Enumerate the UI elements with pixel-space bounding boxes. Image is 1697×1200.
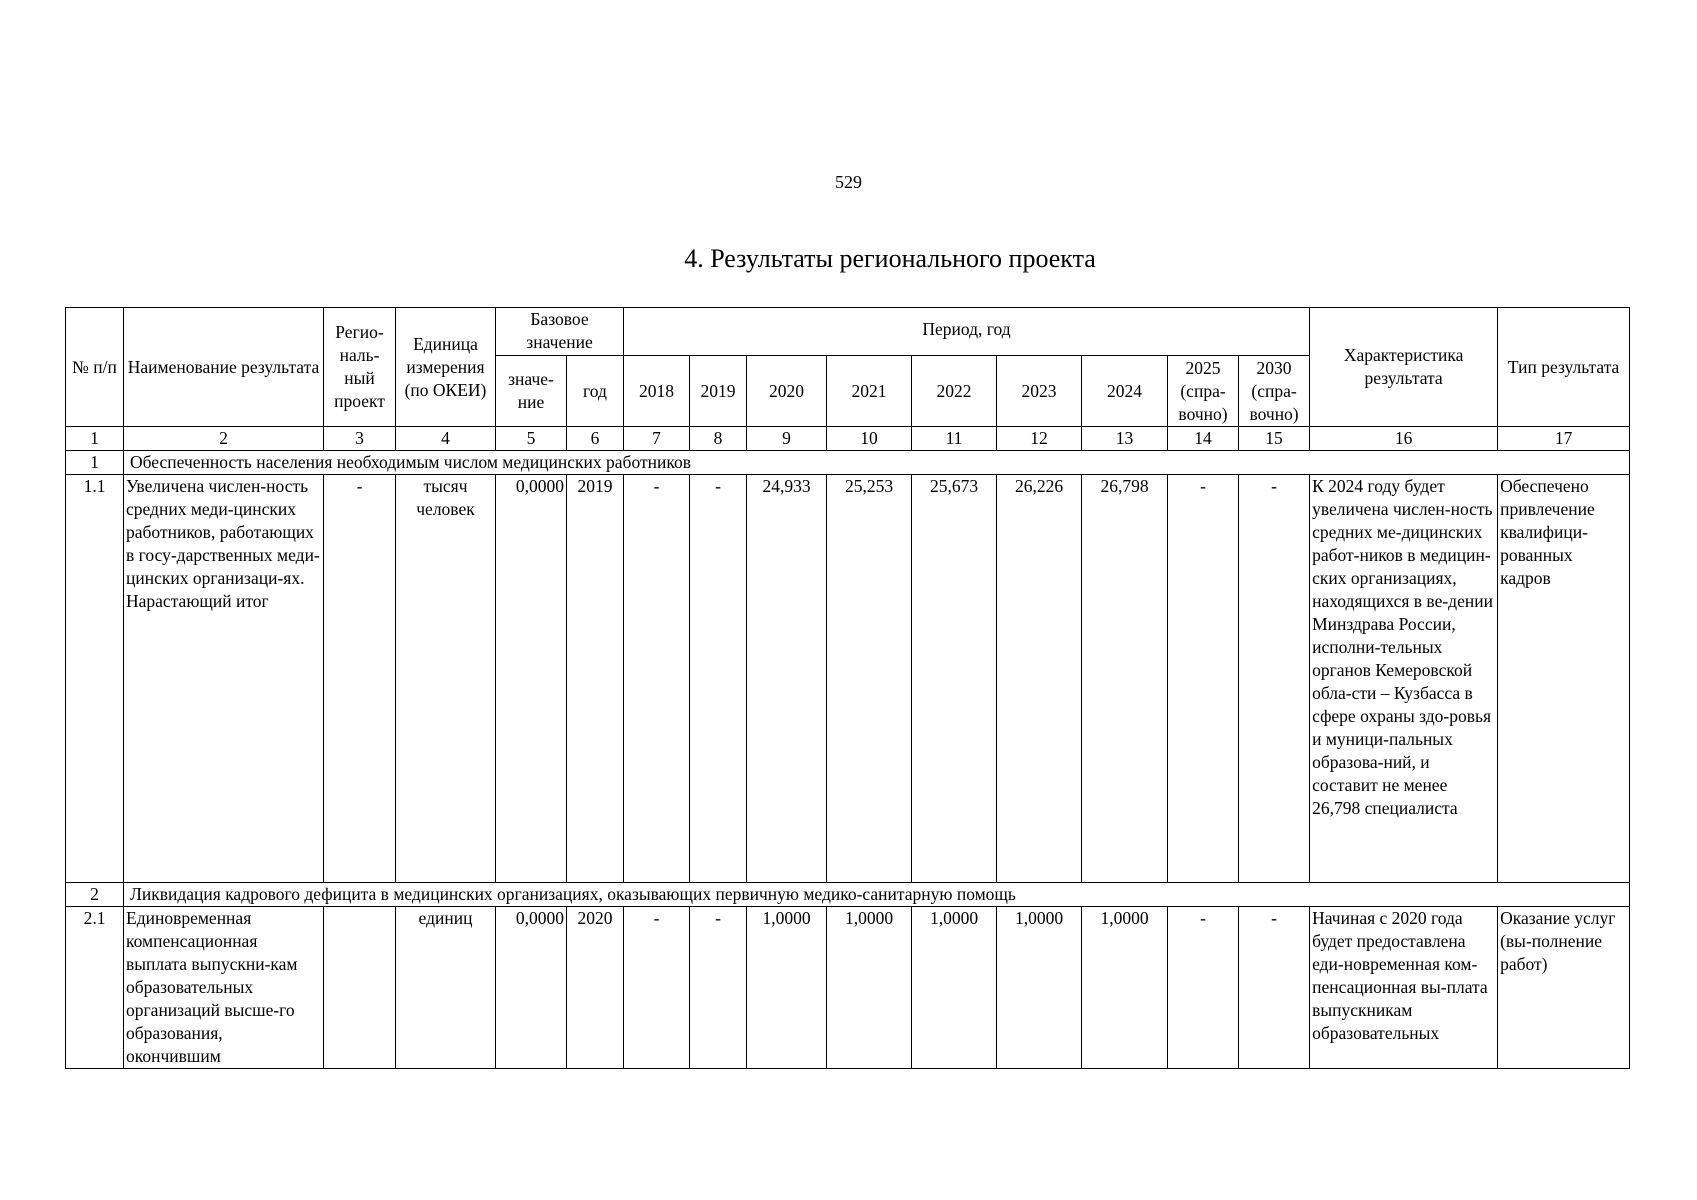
header-unit: Единица измерения (по ОКЕИ): [396, 308, 496, 427]
result-value-2020: 24,933: [747, 475, 827, 883]
result-value-2023: 1,0000: [997, 907, 1082, 1069]
result-number: 1.1: [66, 475, 124, 883]
section-title-cell: Обеспеченность населения необходимым числом медицинских работников: [124, 451, 1630, 475]
header-year-2030: 2030 (спра-вочно): [1239, 356, 1310, 427]
section-title: 4. Результаты регионального проекта: [684, 244, 1096, 273]
result-unit: тысяч человек: [396, 475, 496, 883]
result-regional: [324, 907, 396, 1069]
result-row-1-1: [66, 475, 1630, 883]
column-index: 12: [997, 427, 1082, 451]
header-num: № п/п: [66, 308, 124, 427]
result-row-2-1: [66, 907, 1630, 1069]
result-value-2019: -: [690, 907, 747, 1069]
header-name: Наименование результата: [124, 308, 324, 427]
result-base-year: 2019: [567, 475, 624, 883]
result-number: 2.1: [66, 907, 124, 1069]
result-value-2021: 25,253: [827, 475, 912, 883]
section-number: 2: [66, 883, 124, 907]
result-value-2030: -: [1239, 475, 1310, 883]
column-index: 11: [912, 427, 997, 451]
column-index: 14: [1168, 427, 1239, 451]
header-year-2019: 2019: [690, 356, 747, 427]
header-year-2024: 2024: [1082, 356, 1168, 427]
header-row-1: [66, 308, 1630, 356]
column-index: 10: [827, 427, 912, 451]
result-base-value: 0,0000: [496, 475, 567, 883]
header-base-value: значе-ние: [496, 356, 567, 427]
result-base-value: 0,0000: [496, 907, 567, 1069]
header-year-2025: 2025 (спра-вочно): [1168, 356, 1239, 427]
result-value-2025: -: [1168, 475, 1239, 883]
result-value-2018: -: [624, 907, 690, 1069]
result-base-year: 2020: [567, 907, 624, 1069]
section-number: 1: [66, 451, 124, 475]
column-index: 1: [66, 427, 124, 451]
result-characteristic: Начиная с 2020 года будет предоставлена еди-новременная ком-пенсационная вы-плата выпускникам образовательных: [1310, 907, 1498, 1069]
result-value-2019: -: [690, 475, 747, 883]
column-index: 9: [747, 427, 827, 451]
column-index: 13: [1082, 427, 1168, 451]
header-year-2022: 2022: [912, 356, 997, 427]
result-unit: единиц: [396, 907, 496, 1069]
result-type: Обеспечено привлечение квалифици-рованных кадров: [1498, 475, 1630, 883]
result-value-2024: 26,798: [1082, 475, 1168, 883]
header-year-2021: 2021: [827, 356, 912, 427]
header-type: Тип результата: [1498, 308, 1630, 427]
column-index: 7: [624, 427, 690, 451]
header-characteristic: Характеристика результата: [1310, 308, 1498, 427]
column-index: 15: [1239, 427, 1310, 451]
result-type: Оказание услуг (вы-полнение работ): [1498, 907, 1630, 1069]
column-index: 16: [1310, 427, 1498, 451]
result-value-2030: -: [1239, 907, 1310, 1069]
result-regional: -: [324, 475, 396, 883]
result-value-2022: 1,0000: [912, 907, 997, 1069]
result-name: Увеличена числен-ность средних меди-цинских работников, работающих в госу-дарственных меди-цинских организаци-ях. Нарастающий итог: [124, 475, 324, 883]
result-value-2023: 26,226: [997, 475, 1082, 883]
result-value-2020: 1,0000: [747, 907, 827, 1069]
column-index: 6: [567, 427, 624, 451]
result-name: Единовременная компенсационная выплата выпускни-кам образовательных организаций высше-го образования, окончившим: [124, 907, 324, 1069]
column-index: 5: [496, 427, 567, 451]
page-number: 529: [835, 172, 862, 192]
column-index: 2: [124, 427, 324, 451]
header-regional: Регио-наль-ный проект: [324, 308, 396, 427]
header-base: Базовое значение: [496, 308, 624, 356]
section-row-1: [66, 451, 1630, 475]
section-row-2: [66, 883, 1630, 907]
header-year-2020: 2020: [747, 356, 827, 427]
header-base-year: год: [567, 356, 624, 427]
column-index: 4: [396, 427, 496, 451]
result-value-2018: -: [624, 475, 690, 883]
header-period: Период, год: [624, 308, 1310, 356]
section-title-cell: Ликвидация кадрового дефицита в медицинских организациях, оказывающих первичную медико-санитарную помощь: [124, 883, 1630, 907]
result-value-2021: 1,0000: [827, 907, 912, 1069]
column-index-row: [66, 427, 1630, 451]
result-value-2025: -: [1168, 907, 1239, 1069]
result-characteristic: К 2024 году будет увеличена числен-ность средних ме-дицинских работ-ников в медицин-ских организациях, находящихся в ве-дении Минздрава России, исполни-тельных органов Кемеровской обла-сти – Кузбасса в сфере охраны здо-ровья и муници-пальных образова-ний, и составит не менее 26,798 специалиста: [1310, 475, 1498, 883]
column-index: 8: [690, 427, 747, 451]
results-table: [65, 307, 1630, 1069]
header-year-2018: 2018: [624, 356, 690, 427]
result-value-2022: 25,673: [912, 475, 997, 883]
column-index: 17: [1498, 427, 1630, 451]
column-index: 3: [324, 427, 396, 451]
header-year-2023: 2023: [997, 356, 1082, 427]
result-value-2024: 1,0000: [1082, 907, 1168, 1069]
